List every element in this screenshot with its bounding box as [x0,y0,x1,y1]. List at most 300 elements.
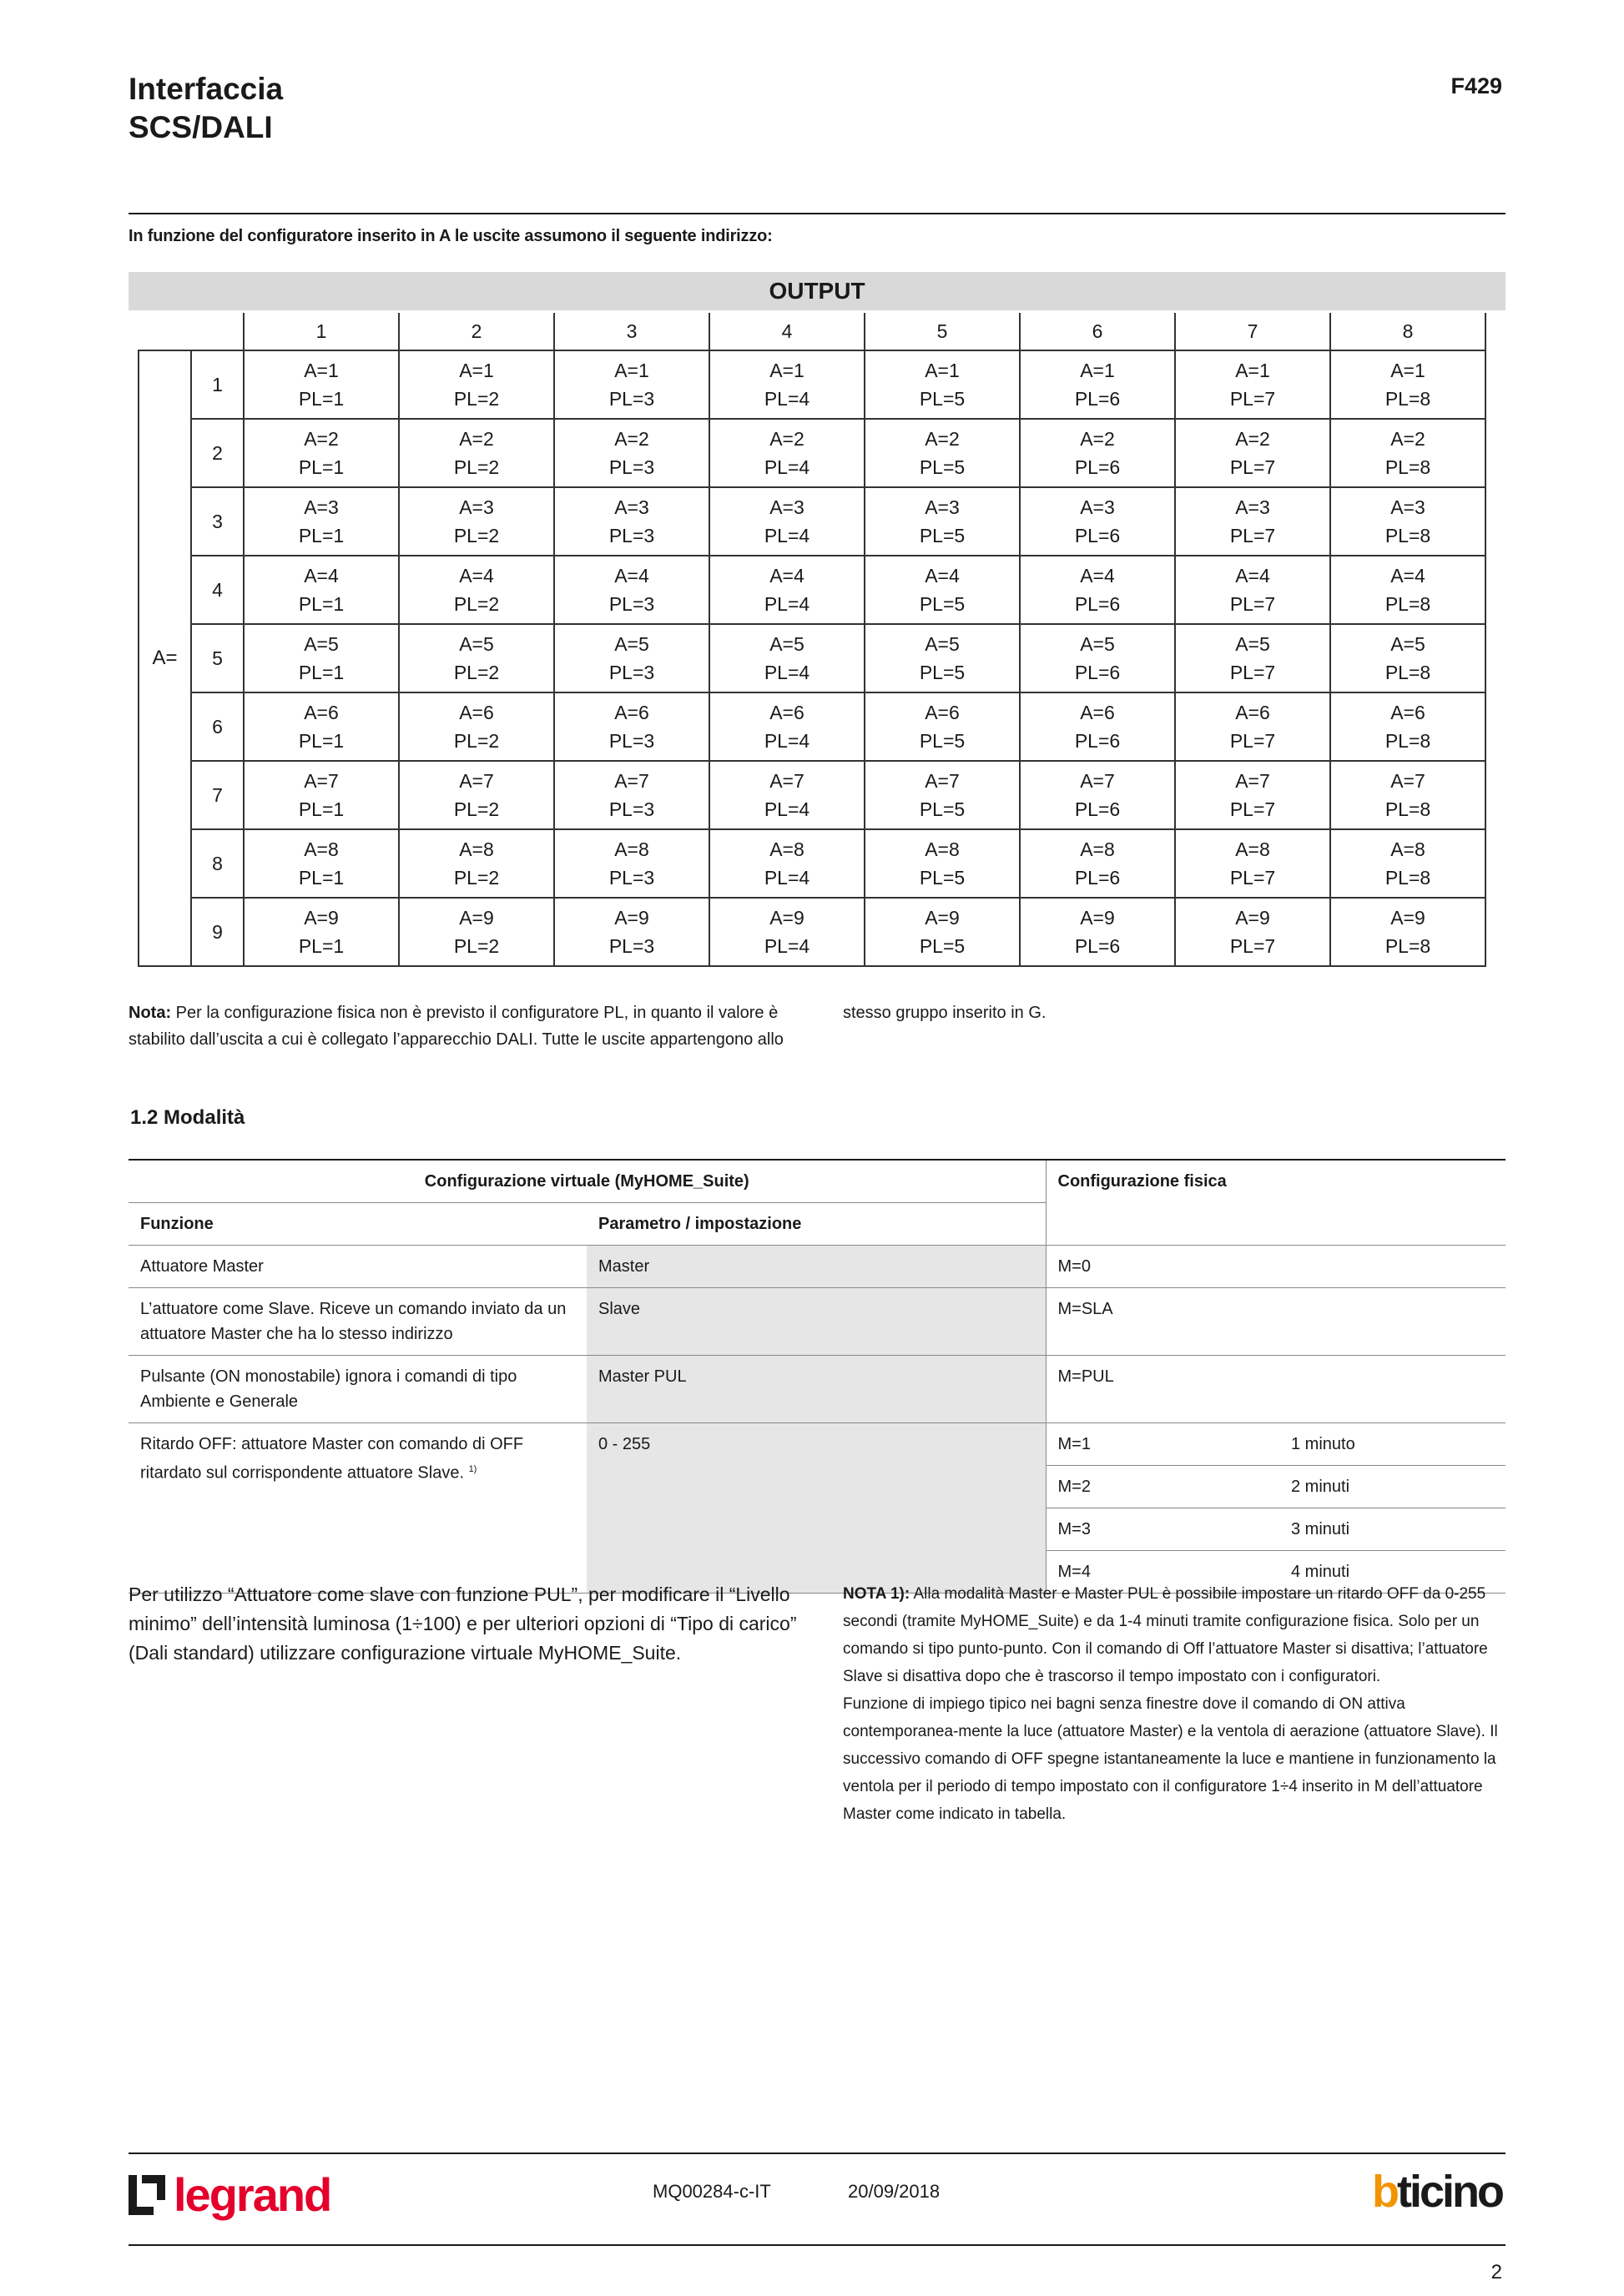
address-cell [1330,624,1485,692]
address-cell [244,487,399,556]
address-a-value: A=6 [1390,702,1425,723]
address-cell [1020,898,1175,966]
col-parametro-header: Parametro / impostazione [587,1203,1046,1246]
nota1-block [843,1580,1511,1828]
virtual-config-header: Configurazione virtuale (MyHOME_Suite) [129,1160,1046,1203]
address-a-value: A=3 [769,496,804,518]
usage-paragraph: Per utilizzo “Attuatore come slave con funzione PUL”, per modificare il “Livello minimo” dell’intensità luminosa (1÷100) e per ulteriori opzioni di “Tipo di carico” (Dali standard) utilizzare configurazione virtuale MyHOME_Suite. [129,1584,797,1664]
output-column-5: 5 [865,313,1020,350]
address-a-value: A=5 [614,633,649,655]
address-pl-value: PL=3 [608,730,655,752]
address-a-value: A=6 [1080,702,1115,723]
address-cell [865,624,1020,692]
footer-doc-code: MQ00284-c-IT [653,2181,771,2202]
address-pl-value: PL=6 [1074,935,1121,957]
address-cell [865,898,1020,966]
funzione-cell [129,1423,587,1594]
address-a-value: A=7 [769,770,804,792]
address-a-value: A=7 [304,770,339,792]
output-column-4: 4 [709,313,865,350]
output-table-title: OUTPUT [129,272,1505,310]
footer-date: 20/09/2018 [848,2181,941,2202]
address-a-value: A=1 [769,360,804,381]
address-cell [554,692,709,761]
address-a-value: A=9 [614,907,649,929]
footer-divider-bottom [129,2244,1505,2246]
address-pl-value: PL=7 [1229,867,1276,889]
address-pl-value: PL=1 [298,662,345,683]
address-a-value: A=4 [459,565,494,587]
legrand-wordmark: legrand [174,2168,331,2221]
address-pl-value: PL=4 [764,593,810,615]
address-a-value: A=8 [769,838,804,860]
address-pl-value: PL=8 [1384,456,1431,478]
address-a-value: A=1 [1390,360,1425,381]
address-pl-value: PL=5 [919,593,966,615]
address-pl-value: PL=4 [764,798,810,820]
address-pl-value: PL=7 [1229,456,1276,478]
address-cell [1330,761,1485,829]
address-cell [1175,487,1330,556]
address-cell [554,624,709,692]
address-cell [399,350,554,419]
address-cell [709,898,865,966]
address-pl-value: PL=2 [453,662,500,683]
address-pl-value: PL=3 [608,456,655,478]
address-pl-value: PL=4 [764,456,810,478]
fisica-cell: M=4 [1046,1551,1279,1594]
address-pl-value: PL=5 [919,730,966,752]
legrand-mark-icon [129,2175,165,2215]
address-cell [244,761,399,829]
address-a-value: A=7 [1390,770,1425,792]
address-a-value: A=2 [459,428,494,450]
output-column-header-row [139,313,1485,350]
address-pl-value: PL=6 [1074,867,1121,889]
address-cell [1175,761,1330,829]
address-a-value: A=4 [1080,565,1115,587]
address-a-value: A=5 [1080,633,1115,655]
address-pl-value: PL=8 [1384,662,1431,683]
address-cell [244,419,399,487]
parametro-cell: Master PUL [587,1356,1046,1423]
row-label-8: 8 [191,829,244,898]
address-pl-value: PL=2 [453,798,500,820]
address-pl-value: PL=5 [919,388,966,410]
address-cell [399,761,554,829]
address-a-value: A=4 [925,565,960,587]
address-a-value: A=9 [459,907,494,929]
address-a-value: A=2 [925,428,960,450]
address-pl-value: PL=7 [1229,730,1276,752]
delay-time-cell: 3 minuti [1279,1508,1505,1551]
address-a-value: A=4 [614,565,649,587]
nota1-label: NOTA 1): [843,1585,910,1603]
address-cell [865,487,1020,556]
fisica-cell: M=0 [1046,1246,1505,1288]
address-pl-value: PL=4 [764,388,810,410]
address-a-value: A=1 [925,360,960,381]
address-pl-value: PL=5 [919,456,966,478]
page-number: 2 [1490,2261,1502,2283]
address-a-value: A=3 [614,496,649,518]
address-a-value: A=7 [1235,770,1270,792]
parametro-cell: Master [587,1246,1046,1288]
funzione-cell: Attuatore Master [129,1246,587,1288]
address-a-value: A=8 [925,838,960,860]
col-funzione-header: Funzione [129,1203,587,1246]
table-row [139,829,1485,898]
address-cell [709,829,865,898]
address-cell [1020,624,1175,692]
address-cell [1175,898,1330,966]
address-a-value: A=7 [925,770,960,792]
address-pl-value: PL=8 [1384,388,1431,410]
address-cell [554,419,709,487]
parametro-cell: 0 - 255 [587,1423,1046,1594]
row-label-6: 6 [191,692,244,761]
address-pl-value: PL=5 [919,525,966,546]
address-a-value: A=9 [1390,907,1425,929]
address-pl-value: PL=1 [298,935,345,957]
address-cell [1175,624,1330,692]
address-cell [554,761,709,829]
address-cell [554,350,709,419]
address-pl-value: PL=5 [919,662,966,683]
output-address-table [138,313,1486,967]
delay-time-cell: 2 minuti [1279,1466,1505,1508]
address-cell [1020,350,1175,419]
address-cell [244,556,399,624]
address-pl-value: PL=7 [1229,662,1276,683]
address-pl-value: PL=1 [298,525,345,546]
address-pl-value: PL=5 [919,798,966,820]
address-a-value: A=1 [459,360,494,381]
title-line-2: SCS/DALI [129,110,273,144]
address-a-value: A=3 [925,496,960,518]
footer-divider-top [129,2152,1505,2154]
address-a-value: A=8 [614,838,649,860]
address-a-value: A=4 [304,565,339,587]
output-column-8: 8 [1330,313,1485,350]
address-a-value: A=8 [1080,838,1115,860]
address-cell [1020,692,1175,761]
address-a-value: A=9 [769,907,804,929]
mode-table [129,1159,1505,1594]
address-cell [1330,692,1485,761]
address-a-value: A=7 [1080,770,1115,792]
address-pl-value: PL=3 [608,388,655,410]
address-a-value: A=8 [459,838,494,860]
address-cell [865,761,1020,829]
output-column-1: 1 [244,313,399,350]
address-a-value: A=1 [614,360,649,381]
address-cell [244,898,399,966]
nota1-para1 [843,1580,1511,1690]
address-a-value: A=7 [614,770,649,792]
address-pl-value: PL=2 [453,456,500,478]
address-pl-value: PL=3 [608,935,655,957]
address-a-value: A=8 [1390,838,1425,860]
address-cell [1175,829,1330,898]
fisica-cell: M=3 [1046,1508,1279,1551]
address-cell [709,761,865,829]
address-pl-value: PL=2 [453,388,500,410]
address-pl-value: PL=7 [1229,935,1276,957]
row-group-title: A= [139,350,191,966]
nota-continuation: stesso gruppo inserito in G. [843,1004,1047,1022]
address-a-value: A=4 [769,565,804,587]
address-a-value: A=6 [614,702,649,723]
address-a-value: A=5 [925,633,960,655]
address-pl-value: PL=2 [453,593,500,615]
output-column-2: 2 [399,313,554,350]
address-cell [399,692,554,761]
address-pl-value: PL=2 [453,867,500,889]
nota1-text: Alla modalità Master e Master PUL è possibile impostare un ritardo OFF da 0-255 secondi (tramite MyHOME_Suite) e da 1-4 minuti tramite configurazione fisica. Solo per un comando si tipo punto-punto. Con il comando di Off l’attuatore Master si disattiva; l’attuatore Slave si disattiva dopo che è trascorso il tempo impostato con i configuratori. [843,1585,1488,1685]
address-pl-value: PL=2 [453,730,500,752]
address-a-value: A=2 [1235,428,1270,450]
row-label-5: 5 [191,624,244,692]
nota-paragraph [129,999,788,1053]
address-cell [1020,829,1175,898]
address-a-value: A=3 [1080,496,1115,518]
address-a-value: A=8 [1235,838,1270,860]
table-row [139,556,1485,624]
address-cell [1175,556,1330,624]
row-label-4: 4 [191,556,244,624]
address-pl-value: PL=4 [764,730,810,752]
nota-text: Per la configurazione fisica non è previsto il configuratore PL, in quanto il valore è stabilito dall’uscita a cui è collegato l’apparecchio DALI. Tutte le uscite appartengono allo [129,1004,784,1049]
address-pl-value: PL=8 [1384,525,1431,546]
address-cell [865,692,1020,761]
address-cell [1020,419,1175,487]
address-pl-value: PL=7 [1229,388,1276,410]
row-label-2: 2 [191,419,244,487]
address-cell [709,624,865,692]
address-a-value: A=1 [1235,360,1270,381]
address-a-value: A=9 [1235,907,1270,929]
address-a-value: A=2 [614,428,649,450]
address-a-value: A=2 [304,428,339,450]
parametro-cell: Slave [587,1288,1046,1356]
nota-label: Nota: [129,1004,172,1022]
output-column-7: 7 [1175,313,1330,350]
address-a-value: A=4 [1390,565,1425,587]
address-a-value: A=3 [1390,496,1425,518]
output-column-6: 6 [1020,313,1175,350]
address-a-value: A=5 [459,633,494,655]
address-pl-value: PL=2 [453,935,500,957]
address-cell [1330,350,1485,419]
address-pl-value: PL=8 [1384,798,1431,820]
address-cell [244,350,399,419]
address-cell [399,624,554,692]
product-code: F429 [1450,73,1502,98]
address-a-value: A=1 [304,360,339,381]
row-label-7: 7 [191,761,244,829]
address-a-value: A=5 [1390,633,1425,655]
address-pl-value: PL=6 [1074,388,1121,410]
address-cell [554,487,709,556]
address-a-value: A=6 [459,702,494,723]
address-pl-value: PL=6 [1074,456,1121,478]
fisica-cell: M=2 [1046,1466,1279,1508]
address-a-value: A=3 [304,496,339,518]
address-pl-value: PL=5 [919,935,966,957]
address-pl-value: PL=7 [1229,798,1276,820]
address-a-value: A=9 [304,907,339,929]
table-row [139,419,1485,487]
address-cell [865,350,1020,419]
address-cell [1175,692,1330,761]
delay-time-cell: 4 minuti [1279,1551,1505,1594]
address-pl-value: PL=3 [608,798,655,820]
address-cell [399,419,554,487]
legrand-logo [129,2168,330,2222]
address-cell [1020,487,1175,556]
address-a-value: A=5 [304,633,339,655]
address-cell [1330,487,1485,556]
address-a-value: A=4 [1235,565,1270,587]
table-row [139,624,1485,692]
delay-funzione-text: Ritardo OFF: attuatore Master con comando di OFF ritardato sul corrispondente attuatore Slave. [140,1435,524,1483]
address-pl-value: PL=1 [298,388,345,410]
address-pl-value: PL=6 [1074,593,1121,615]
address-pl-value: PL=1 [298,593,345,615]
nota1-para2: Funzione di impiego tipico nei bagni senza finestre dove il comando di ON attiva contemporanea-mente la luce (attuatore Master) e la ventola di aerazione (attuatore Slave). Il successivo comando di OFF spegne istantaneamente la luce e mantiene in funzionamento la ventola per il periodo di tempo impostato con il configuratore 1÷4 inserito in M dell’attuatore Master come indicato in tabella. [843,1695,1498,1823]
address-pl-value: PL=4 [764,867,810,889]
table-row [129,1288,1505,1356]
address-pl-value: PL=4 [764,525,810,546]
address-pl-value: PL=1 [298,456,345,478]
address-pl-value: PL=2 [453,525,500,546]
address-cell [709,419,865,487]
address-a-value: A=2 [1390,428,1425,450]
funzione-cell: Pulsante (ON monostabile) ignora i comandi di tipo Ambiente e Generale [129,1356,587,1423]
address-cell [399,829,554,898]
row-label-3: 3 [191,487,244,556]
row-label-9: 9 [191,898,244,966]
address-pl-value: PL=1 [298,798,345,820]
address-cell [1330,419,1485,487]
address-a-value: A=5 [1235,633,1270,655]
address-cell [865,556,1020,624]
address-a-value: A=2 [769,428,804,450]
table-row [139,692,1485,761]
document-title [129,70,283,147]
address-a-value: A=1 [1080,360,1115,381]
address-pl-value: PL=6 [1074,662,1121,683]
blank-corner [139,313,244,350]
address-cell [244,829,399,898]
address-cell [554,829,709,898]
fisica-cell: M=1 [1046,1423,1279,1466]
footnote-ref: 1) [468,1464,477,1474]
address-pl-value: PL=8 [1384,593,1431,615]
address-cell [1175,419,1330,487]
bticino-logo [1372,2166,1502,2218]
fisica-cell: M=PUL [1046,1356,1505,1423]
address-pl-value: PL=1 [298,867,345,889]
address-a-value: A=3 [1235,496,1270,518]
address-cell [709,350,865,419]
address-pl-value: PL=7 [1229,525,1276,546]
address-pl-value: PL=6 [1074,525,1121,546]
delay-time-cell: 1 minuto [1279,1423,1505,1466]
table-row [129,1423,1505,1466]
address-pl-value: PL=8 [1384,730,1431,752]
intro-text: In funzione del configuratore inserito in A le uscite assumono il seguente indirizzo: [129,227,773,245]
address-pl-value: PL=4 [764,935,810,957]
address-a-value: A=7 [459,770,494,792]
funzione-cell: L’attuatore come Slave. Riceve un comando inviato da un attuatore Master che ha lo stesso indirizzo [129,1288,587,1356]
address-a-value: A=6 [304,702,339,723]
address-cell [709,692,865,761]
address-a-value: A=6 [769,702,804,723]
table-row [129,1246,1505,1288]
address-cell [1330,556,1485,624]
address-a-value: A=3 [459,496,494,518]
address-cell [244,692,399,761]
address-pl-value: PL=7 [1229,593,1276,615]
bticino-b: b [1372,2167,1397,2217]
address-a-value: A=6 [925,702,960,723]
address-cell [554,556,709,624]
address-a-value: A=2 [1080,428,1115,450]
address-pl-value: PL=8 [1384,935,1431,957]
address-cell [865,829,1020,898]
address-pl-value: PL=3 [608,867,655,889]
table-row [139,761,1485,829]
address-cell [399,898,554,966]
address-pl-value: PL=3 [608,525,655,546]
address-pl-value: PL=8 [1384,867,1431,889]
address-a-value: A=9 [1080,907,1115,929]
address-cell [1330,898,1485,966]
title-line-1: Interfaccia [129,72,284,106]
address-pl-value: PL=5 [919,867,966,889]
section-title: 1.2 Modalità [130,1106,245,1129]
address-cell [1020,556,1175,624]
table-row [139,898,1485,966]
address-a-value: A=5 [769,633,804,655]
output-column-3: 3 [554,313,709,350]
address-pl-value: PL=1 [298,730,345,752]
fisica-cell: M=SLA [1046,1288,1505,1356]
address-cell [1020,761,1175,829]
address-a-value: A=8 [304,838,339,860]
row-label-1: 1 [191,350,244,419]
address-cell [709,556,865,624]
address-pl-value: PL=6 [1074,730,1121,752]
table-row [139,350,1485,419]
address-a-value: A=9 [925,907,960,929]
address-cell [244,624,399,692]
address-a-value: A=6 [1235,702,1270,723]
address-cell [1330,829,1485,898]
physical-config-header: Configurazione fisica [1046,1160,1505,1246]
address-cell [709,487,865,556]
header-divider [129,213,1505,214]
address-cell [554,898,709,966]
address-cell [1175,350,1330,419]
address-pl-value: PL=4 [764,662,810,683]
table-row [139,487,1485,556]
bticino-rest: ticino [1397,2167,1502,2217]
address-pl-value: PL=3 [608,662,655,683]
table-row [129,1356,1505,1423]
